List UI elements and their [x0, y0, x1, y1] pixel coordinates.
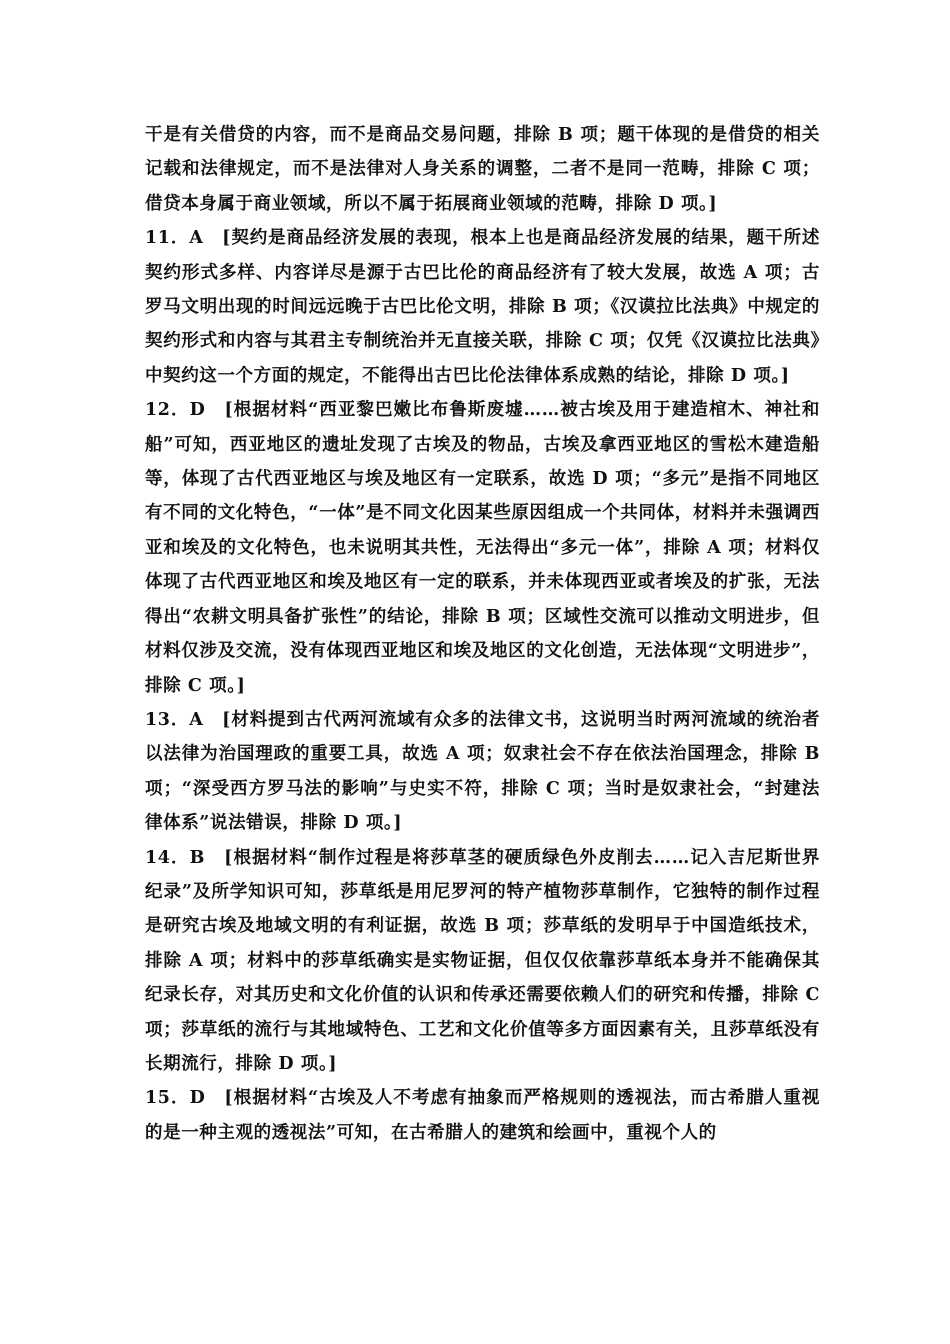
- answer-12: 12．D [根据材料“西亚黎巴嫩比布鲁斯废墟……被古埃及用于建造棺木、神社和船”可知，西亚地区的遗址发现了古埃及的物品，古埃及拿西亚地区的雪松木建造船等，体现了古代西亚地区与埃及地区有一定联系，故选 D 项；“多元”是指不同地区有不同的文化特色，“一体”是不同文化因某些原因组成一个共同体，材料并未强调西亚和埃及的文化特色，也未说明其共性，无法得出“多元一体”，排除 A 项；材料仅体现了古代西亚地区和埃及地区有一定的联系，并未体现西亚或者埃及的扩张，无法得出“农耕文明具备扩张性”的结论，排除 B 项；区域性交流可以推动文明进步，但材料仅涉及交流，没有体现西亚地区和埃及地区的文化创造，无法体现“文明进步”，排除 C 项。]: [145, 400, 820, 696]
- answer-explanations: [145, 118, 820, 1150]
- answer-14: 14．B [根据材料“制作过程是将莎草茎的硬质绿色外皮削去……记入吉尼斯世界纪录”及所学知识可知，莎草纸是用尼罗河的特产植物莎草制作，它独特的制作过程是研究古埃及地域文明的有利证据，故选 B 项；莎草纸的发明早于中国造纸技术，排除 A 项；材料中的莎草纸确实是实物证据，但仅仅依靠莎草纸本身并不能确保其纪录长存，对其历史和文化价值的认识和传承还需要依赖人们的研究和传播，排除 C 项；莎草纸的流行与其地域特色、工艺和文化价值等多方面因素有关，且莎草纸没有长期流行，排除 D 项。]: [145, 847, 820, 1074]
- answer-13: 13．A [材料提到古代两河流域有众多的法律文书，这说明当时两河流域的统治者以法律为治国理政的重要工具，故选 A 项；奴隶社会不存在依法治国理念，排除 B 项；“深受西方罗马法的影响”与史实不符，排除 C 项；当时是奴隶社会，“封建法律体系”说法错误，排除 D 项。]: [145, 709, 820, 834]
- answer-11: 11．A [契约是商品经济发展的表现，根本上也是商品经济发展的结果，题干所述契约形式多样、内容详尽是源于古巴比伦的商品经济有了较大发展，故选 A 项；古罗马文明出现的时间远远晚于古巴比伦文明，排除 B 项；《汉谟拉比法典》中规定的契约形式和内容与其君主专制统治并无直接关联，排除 C 项；仅凭《汉谟拉比法典》中契约这一个方面的规定，不能得出古巴比伦法律体系成熟的结论，排除 D 项。]: [145, 228, 820, 386]
- paragraph-continuation: 干是有关借贷的内容，而不是商品交易问题，排除 B 项；题干体现的是借贷的相关记载和法律规定，而不是法律对人身关系的调整，二者不是同一范畴，排除 C 项；借贷本身属于商业领域，所以不属于拓展商业领域的范畴，排除 D 项。]: [145, 125, 820, 214]
- answer-15: 15．D [根据材料“古埃及人不考虑有抽象而严格规则的透视法，而古希腊人重视的是一种主观的透视法”可知，在古希腊人的建筑和绘画中，重视个人的: [145, 1088, 820, 1143]
